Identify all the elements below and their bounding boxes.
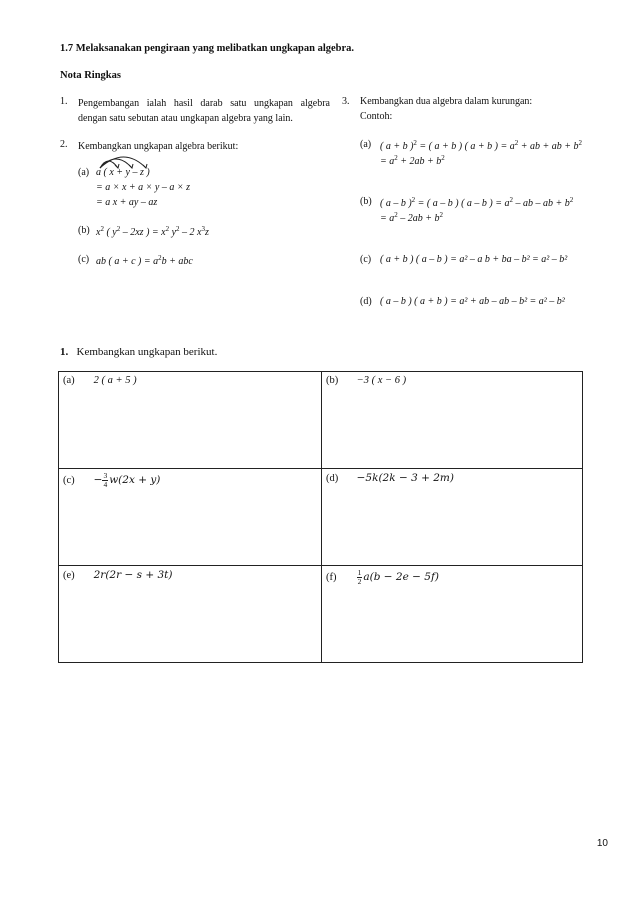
cell-label: (a) [63,375,75,386]
note-3-number: 3. [342,96,350,107]
exercise-table [58,371,583,663]
note-3-text: Kembangkan dua algebra dalam kurungan: [360,96,533,107]
note-3d-expr: ( a – b ) ( a + b ) = a² + ab – ab – b² = a² – b² [380,296,565,307]
table-row [59,566,583,663]
cell-expr: −3 ( x − 6 ) [356,375,407,386]
exercise-heading [60,346,217,358]
table-row [59,469,583,566]
answer-cell-e[interactable] [59,566,322,663]
note-2a-line1: a ( x + y – z ) [96,167,150,178]
cell-label: (c) [63,474,75,486]
fraction-numerator: 3 [103,471,108,480]
cell-label: (b) [326,375,339,386]
notes-heading: Nota Ringkas [60,70,121,81]
cell-sign: − [93,473,103,486]
section-title: 1.7 Melaksanakan pengiraan yang melibatkan ungkapan algebra. [60,43,355,54]
note-2a-line3: = a x + ay – az [96,197,158,208]
note-3b-line1: ( a – b )$^2$ = ( a – b ) ( a – b ) = $a^2$ – ab – ab + $b^2$ [380,196,574,209]
cell-expr: w(2x + y) [109,473,161,486]
note-2-number: 2. [60,139,68,150]
note-2b-expr: $x^2$ ( $y^2 - 2xz$ ) = $x^2$ $y^2 - 2$ $x^3z$ [96,225,209,238]
note-2b-label: (b) [78,225,90,236]
note-3c-expr: ( a + b ) ( a – b ) = a² – a b + ba – b² = a² – b² [380,254,568,265]
cell-label: (f) [326,571,337,583]
answer-cell-b[interactable] [322,372,583,469]
cell-label: (e) [63,570,75,581]
note-2a-line2: = a × x + a × y – a × z [96,182,191,193]
note-2-text: Kembangkan ungkapan algebra berikut: [78,141,239,152]
note-2c-label: (c) [78,254,90,265]
page-number: 10 [596,838,608,849]
cell-label: (d) [326,473,339,484]
answer-cell-a[interactable] [59,372,322,469]
fraction-numerator: 1 [357,568,362,577]
cell-expr: a(b − 2e − 5f) [363,570,439,583]
cell-expr: −5k(2k − 3 + 2m) [356,472,454,484]
note-2c-expr: ab ( a + c ) = $a^2b$ + abc [96,254,193,267]
note-3-example-label: Contoh: [360,111,393,122]
note-3a-line2: = $a^2 + 2ab + b^2$ [380,154,445,167]
exercise-number: 1. [60,346,69,358]
table-row [59,372,583,469]
note-3b-line2: = $a^2 - 2ab + b^2$ [380,211,443,224]
exercise-instruction: Kembangkan ungkapan berikut. [76,346,218,358]
note-3a-label: (a) [360,139,372,150]
note-3a-line1: ( a + b )$^2$ = ( a + b ) ( a + b ) = $a^2$ + ab + ab + $b^2$ [380,139,582,152]
note-3b-label: (b) [360,196,372,207]
note-2a-label: (a) [78,167,90,178]
cell-fraction [102,472,108,489]
note-1-number: 1. [60,96,68,107]
note-3d-label: (d) [360,296,372,307]
cell-expr: 2 ( a + 5 ) [93,375,137,386]
cell-expr: 2r(2r − s + 3t) [93,569,173,581]
answer-cell-d[interactable] [322,469,583,566]
answer-cell-f[interactable] [322,566,583,663]
cell-fraction [357,569,363,586]
answer-cell-c[interactable] [59,469,322,566]
fraction-denominator: 4 [103,480,108,489]
fraction-denominator: 2 [357,577,362,586]
note-3c-label: (c) [360,254,372,265]
note-1-text: Pengembangan ialah hasil darab satu ungkapan algebra dengan satu sebutan atau ungkapan algebra yang lain. [78,98,330,124]
